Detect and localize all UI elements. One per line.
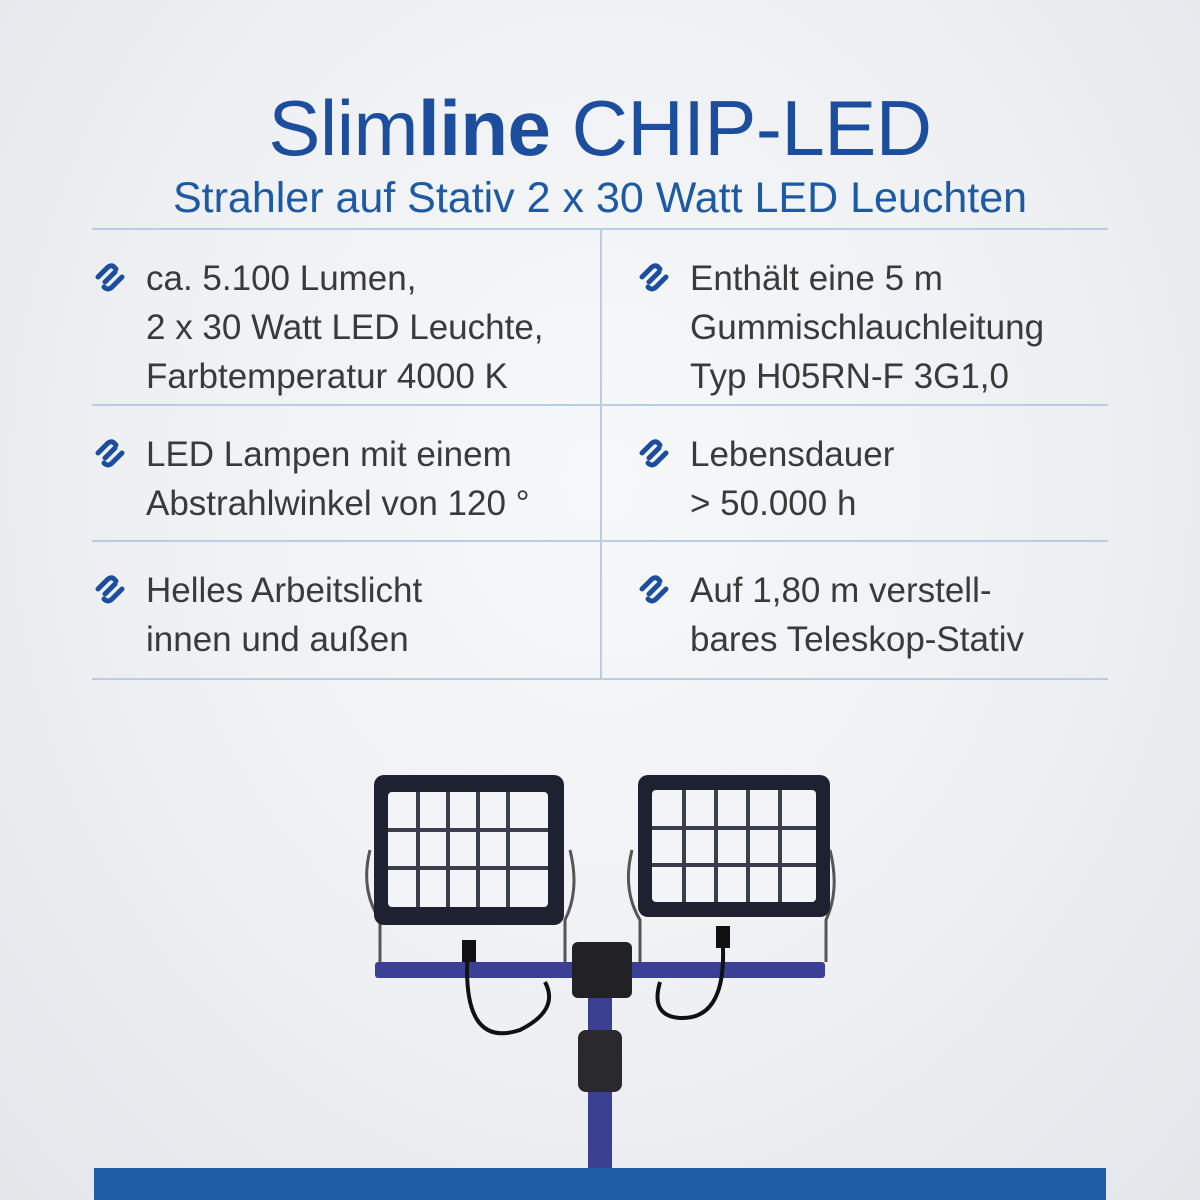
pole-clamp xyxy=(578,1030,622,1092)
floodlight-left xyxy=(367,775,574,962)
link-chain-icon xyxy=(92,572,128,608)
page-title xyxy=(0,78,1200,178)
bottom-blue-bar xyxy=(94,1168,1106,1200)
link-chain-icon xyxy=(636,436,672,472)
link-chain-icon xyxy=(92,260,128,296)
link-chain-icon xyxy=(92,436,128,472)
title-part-chip-led: CHIP-LED xyxy=(550,84,932,172)
feature-grid xyxy=(92,228,1108,680)
feature-text: Enthält eine 5 m Gummischlauchleitung Typ H05RN-F 3G1,0 xyxy=(690,259,1045,396)
feature-text: Auf 1,80 m verstell- bares Teleskop-Stativ xyxy=(690,571,1024,659)
page-subtitle: Strahler auf Stativ 2 x 30 Watt LED Leuchten xyxy=(172,174,1028,222)
cable-left xyxy=(467,948,549,1033)
link-chain-icon xyxy=(636,572,672,608)
feature-text: Lebensdauer > 50.000 h xyxy=(690,435,895,523)
floodlight-right xyxy=(628,775,834,962)
feature-text: Helles Arbeitslicht innen und außen xyxy=(146,571,423,659)
crossbar-mount xyxy=(572,942,632,998)
floodlight-tripod-image xyxy=(0,700,1200,1170)
feature-text: LED Lampen mit einem Abstrahlwinkel von 120 ° xyxy=(146,435,530,523)
title-part-slim: Slim xyxy=(268,84,419,172)
title-part-line: line xyxy=(418,84,551,172)
feature-text: ca. 5.100 Lumen, 2 x 30 Watt LED Leuchte, Farbtemperatur 4000 K xyxy=(146,259,544,396)
link-chain-icon xyxy=(636,260,672,296)
